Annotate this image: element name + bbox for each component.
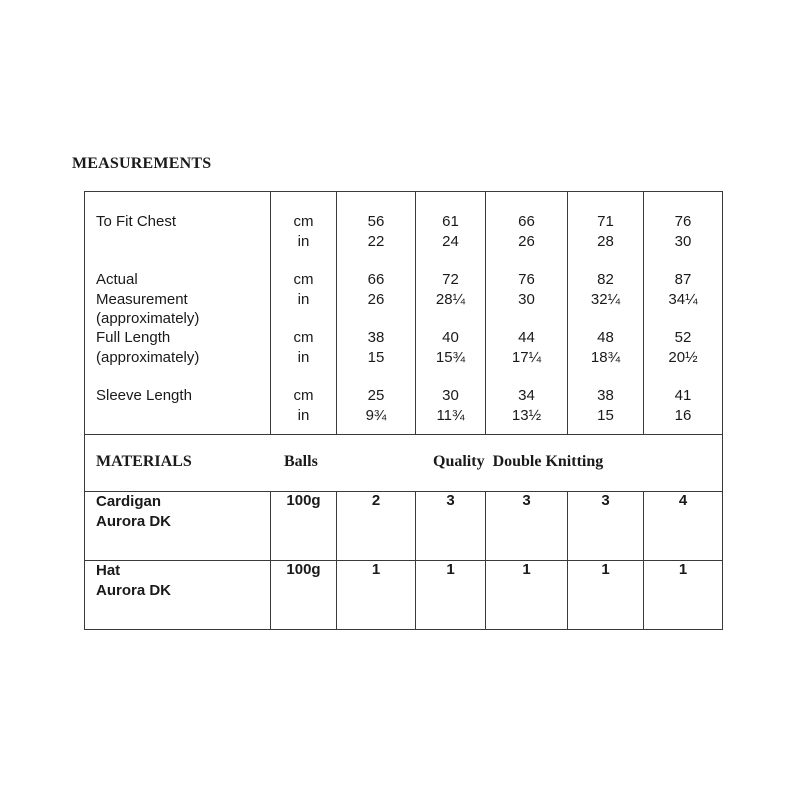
measurements-heading: MEASUREMENTS xyxy=(72,155,212,172)
label-to-fit-chest: To Fit Chest xyxy=(96,213,177,230)
quality-label: Quality Double Knitting xyxy=(433,453,604,470)
materials-label: MATERIALS xyxy=(96,453,192,470)
size-column-2: 61 24 72 28¼ 40 15¾ 30 11¾ xyxy=(416,192,486,435)
item-balls: 1 xyxy=(644,561,723,630)
units-actual: cm in xyxy=(293,271,314,308)
size-column-3: 66 26 76 30 44 17¼ 34 13½ xyxy=(486,192,568,435)
item-weight: 100g xyxy=(271,492,337,561)
label-actual-measurement: Actual Measurement (approximately) xyxy=(96,271,200,327)
measurement-labels-column xyxy=(85,192,271,435)
units-chest: cm in xyxy=(293,213,314,250)
item-balls: 2 xyxy=(337,492,416,561)
units-column xyxy=(271,192,337,435)
measurements-table xyxy=(84,191,723,630)
units-sleeve: cm in xyxy=(293,387,314,424)
units-length: cm in xyxy=(293,329,314,366)
materials-header-row xyxy=(85,435,723,492)
materials-header xyxy=(85,435,723,492)
size-column-1: 56 22 66 26 38 15 25 9¾ xyxy=(337,192,416,435)
item-name-hat: Hat Aurora DK xyxy=(85,561,271,630)
balls-label: Balls xyxy=(284,453,318,470)
size-column-5: 76 30 87 34¼ 52 20½ 41 16 xyxy=(644,192,723,435)
material-item-row xyxy=(85,561,723,630)
label-full-length: Full Length (approximately) xyxy=(96,329,200,366)
item-balls: 1 xyxy=(337,561,416,630)
item-balls: 1 xyxy=(416,561,486,630)
material-item-row xyxy=(85,492,723,561)
item-balls: 3 xyxy=(416,492,486,561)
item-balls: 4 xyxy=(644,492,723,561)
item-weight: 100g xyxy=(271,561,337,630)
item-balls: 3 xyxy=(486,492,568,561)
label-sleeve-length: Sleeve Length xyxy=(96,387,192,404)
item-name-cardigan: Cardigan Aurora DK xyxy=(85,492,271,561)
size-column-4: 71 28 82 32¼ 48 18¾ 38 15 xyxy=(568,192,644,435)
item-balls: 1 xyxy=(568,561,644,630)
item-balls: 3 xyxy=(568,492,644,561)
measurements-row xyxy=(85,192,723,435)
item-balls: 1 xyxy=(486,561,568,630)
